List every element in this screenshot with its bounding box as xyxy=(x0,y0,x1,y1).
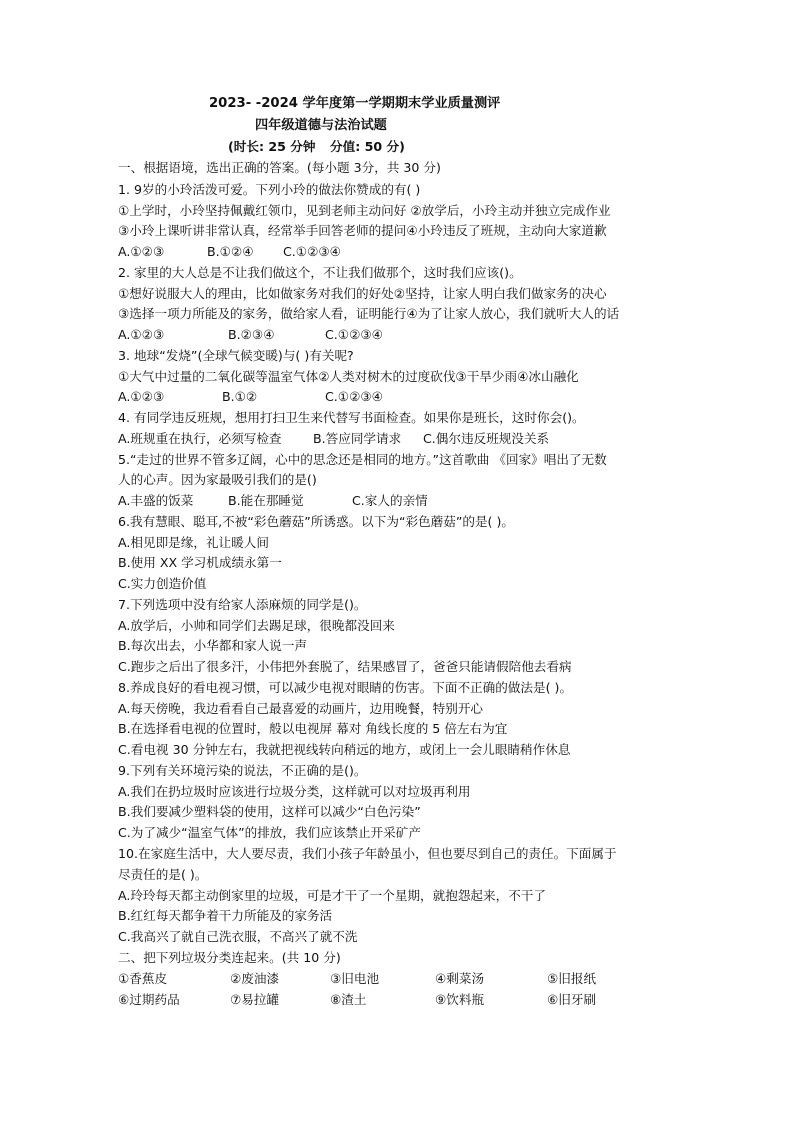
q4-stem: 4. 有同学违反班规，想用打扫卫生来代替写书面检查。如果你是班长，这时你会()。 xyxy=(118,410,585,425)
section1-heading: 一、根据语境，选出正确的答案。(每小题 3分，共 30 分) xyxy=(118,160,441,175)
garbage-item: ⑦易拉罐 xyxy=(230,992,280,1007)
q10-stem-line1: 10.在家庭生活中，大人要尽责，我们小孩子年龄虽小，但也要尽到自己的责任。下面属于 xyxy=(118,846,617,861)
garbage-item: ①香蕉皮 xyxy=(118,971,168,986)
q3-option-b: B.①② xyxy=(222,389,258,404)
exam-score: 分值: 50 分) xyxy=(330,139,405,154)
q2-option-b: B.②③④ xyxy=(228,327,275,342)
q2-option-a: A.①②③ xyxy=(118,327,165,342)
q9-option-a: A.我们在扔垃圾时应该进行垃圾分类，这样就可以对垃圾再利用 xyxy=(118,784,471,799)
q10-option-a: A.玲玲每天都主动倒家里的垃圾，可是才干了一个星期，就抱怨起来，不干了 xyxy=(118,888,546,903)
q1-line2: ③小玲上课听讲非常认真，经常举手回答老师的提问④小玲违反了班规，主动向大家道歉 xyxy=(118,223,607,238)
garbage-item: ③旧电池 xyxy=(330,971,380,986)
exam-title: 2023- -2024 学年度第一学期期末学业质量测评 xyxy=(209,96,501,111)
q3-option-c: C.①②③④ xyxy=(325,389,383,404)
q1-option-b: B.①②④ xyxy=(207,244,254,259)
q2-line1: ①想好说服大人的理由，比如做家务对我们的好处②坚持，让家人明白我们做家务的决心 xyxy=(118,286,607,301)
q7-stem: 7.下列选项中没有给家人添麻烦的同学是()。 xyxy=(118,597,367,612)
garbage-item: ⑧渣土 xyxy=(330,992,367,1007)
q2-line2: ③选择一项力所能及的家务，做给家人看，证明能行④为了让家人放心，我们就听大人的话 xyxy=(118,306,620,321)
q4-option-c: C.偶尔违反班规没关系 xyxy=(423,431,550,446)
q5-option-c: C.家人的亲情 xyxy=(352,493,428,508)
q4-option-a: A.班规重在执行，必须写检查 xyxy=(118,431,282,446)
q10-option-c: C.我高兴了就自己洗衣服，不高兴了就不洗 xyxy=(118,929,358,944)
q7-option-a: A.放学后，小帅和同学们去踢足球，很晚都没回来 xyxy=(118,618,395,633)
q8-option-a: A.每天傍晚，我边看看自己最喜爱的动画片，边用晚餐，特别开心 xyxy=(118,701,484,716)
q2-stem: 2. 家里的大人总是不让我们做这个，不让我们做那个，这时我们应该()。 xyxy=(118,265,522,280)
garbage-item: ⑥过期药品 xyxy=(118,992,180,1007)
q9-stem: 9.下列有关环境污染的说法，不正确的是()。 xyxy=(118,763,367,778)
q5-option-b: B.能在那睡觉 xyxy=(228,493,304,508)
q6-stem: 6.我有慧眼、聪耳,不被“彩色蘑菇”所诱惑。以下为“彩色蘑菇”的是( )。 xyxy=(118,514,514,529)
q1-option-a: A.①②③ xyxy=(118,244,165,259)
q3-stem: 3. 地球“发烧”(全球气候变暖)与( )有关呢? xyxy=(118,348,354,363)
q8-stem: 8.养成良好的看电视习惯，可以减少电视对眼睛的伤害。下面不正确的做法是( )。 xyxy=(118,680,573,695)
q6-option-a: A.相见即是缘，礼让暖人间 xyxy=(118,535,269,550)
q6-option-c: C.实力创造价值 xyxy=(118,576,207,591)
q7-option-c: C.跑步之后出了很多汗，小伟把外套脱了，结果感冒了，爸爸只能请假陪他去看病 xyxy=(118,659,572,674)
q8-option-c: C.看电视 30 分钟左右，我就把视线转向稍远的地方，或闭上一会儿眼睛稍作休息 xyxy=(118,742,571,757)
q5-stem-line2: 人的心声。因为家最吸引我们的是() xyxy=(118,472,317,487)
q10-option-b: B.红红每天都争着干力所能及的家务活 xyxy=(118,908,333,923)
garbage-item: ⑥旧牙刷 xyxy=(547,992,597,1007)
garbage-item: ⑤旧报纸 xyxy=(547,971,597,986)
q9-option-b: B.我们要减少塑料袋的使用，这样可以减少“白色污染” xyxy=(118,804,421,819)
q1-option-c: C.①②③④ xyxy=(283,244,341,259)
q5-stem-line1: 5.“走过的世界不管多辽阔，心中的思念还是相同的地方。”这首歌曲 《回家》唱出了无数 xyxy=(118,452,607,467)
q8-option-b: B.在选择看电视的位置时，般以电视屏 幕对 角线长度的 5 倍左右为宜 xyxy=(118,721,508,736)
garbage-item: ⑨饮料瓶 xyxy=(435,992,485,1007)
q3-line1: ①大气中过量的二氧化碳等温室气体②人类对树木的过度砍伐③干旱少雨④冰山融化 xyxy=(118,369,579,384)
garbage-item: ②废油漆 xyxy=(230,971,280,986)
q4-option-b: B.答应同学请求 xyxy=(313,431,402,446)
section2-heading: 二、把下列垃圾分类连起来。(共 10 分) xyxy=(118,950,341,965)
q3-option-a: A.①②③ xyxy=(118,389,165,404)
q9-option-c: C.为了减少“温室气体”的排放，我们应该禁止开采矿产 xyxy=(118,825,421,840)
q10-stem-line2: 尽责任的是( )。 xyxy=(118,867,208,882)
q1-stem: 1. 9岁的小玲活泼可爱。下列小玲的做法你赞成的有( ) xyxy=(118,182,421,197)
exam-time: (时长: 25 分钟 xyxy=(228,139,316,154)
q2-option-c: C.①②③④ xyxy=(325,327,383,342)
exam-subtitle: 四年级道德与法治试题 xyxy=(255,118,387,133)
q7-option-b: B.每次出去，小华都和家人说一声 xyxy=(118,638,307,653)
q5-option-a: A.丰盛的饭菜 xyxy=(118,493,194,508)
q1-line1: ①上学时，小玲坚持佩戴红领巾，见到老师主动问好 ②放学后，小玲主动并独立完成作业 xyxy=(118,203,611,218)
q6-option-b: B.使用 XX 学习机成绩永第一 xyxy=(118,555,282,570)
garbage-item: ④剩菜汤 xyxy=(435,971,485,986)
